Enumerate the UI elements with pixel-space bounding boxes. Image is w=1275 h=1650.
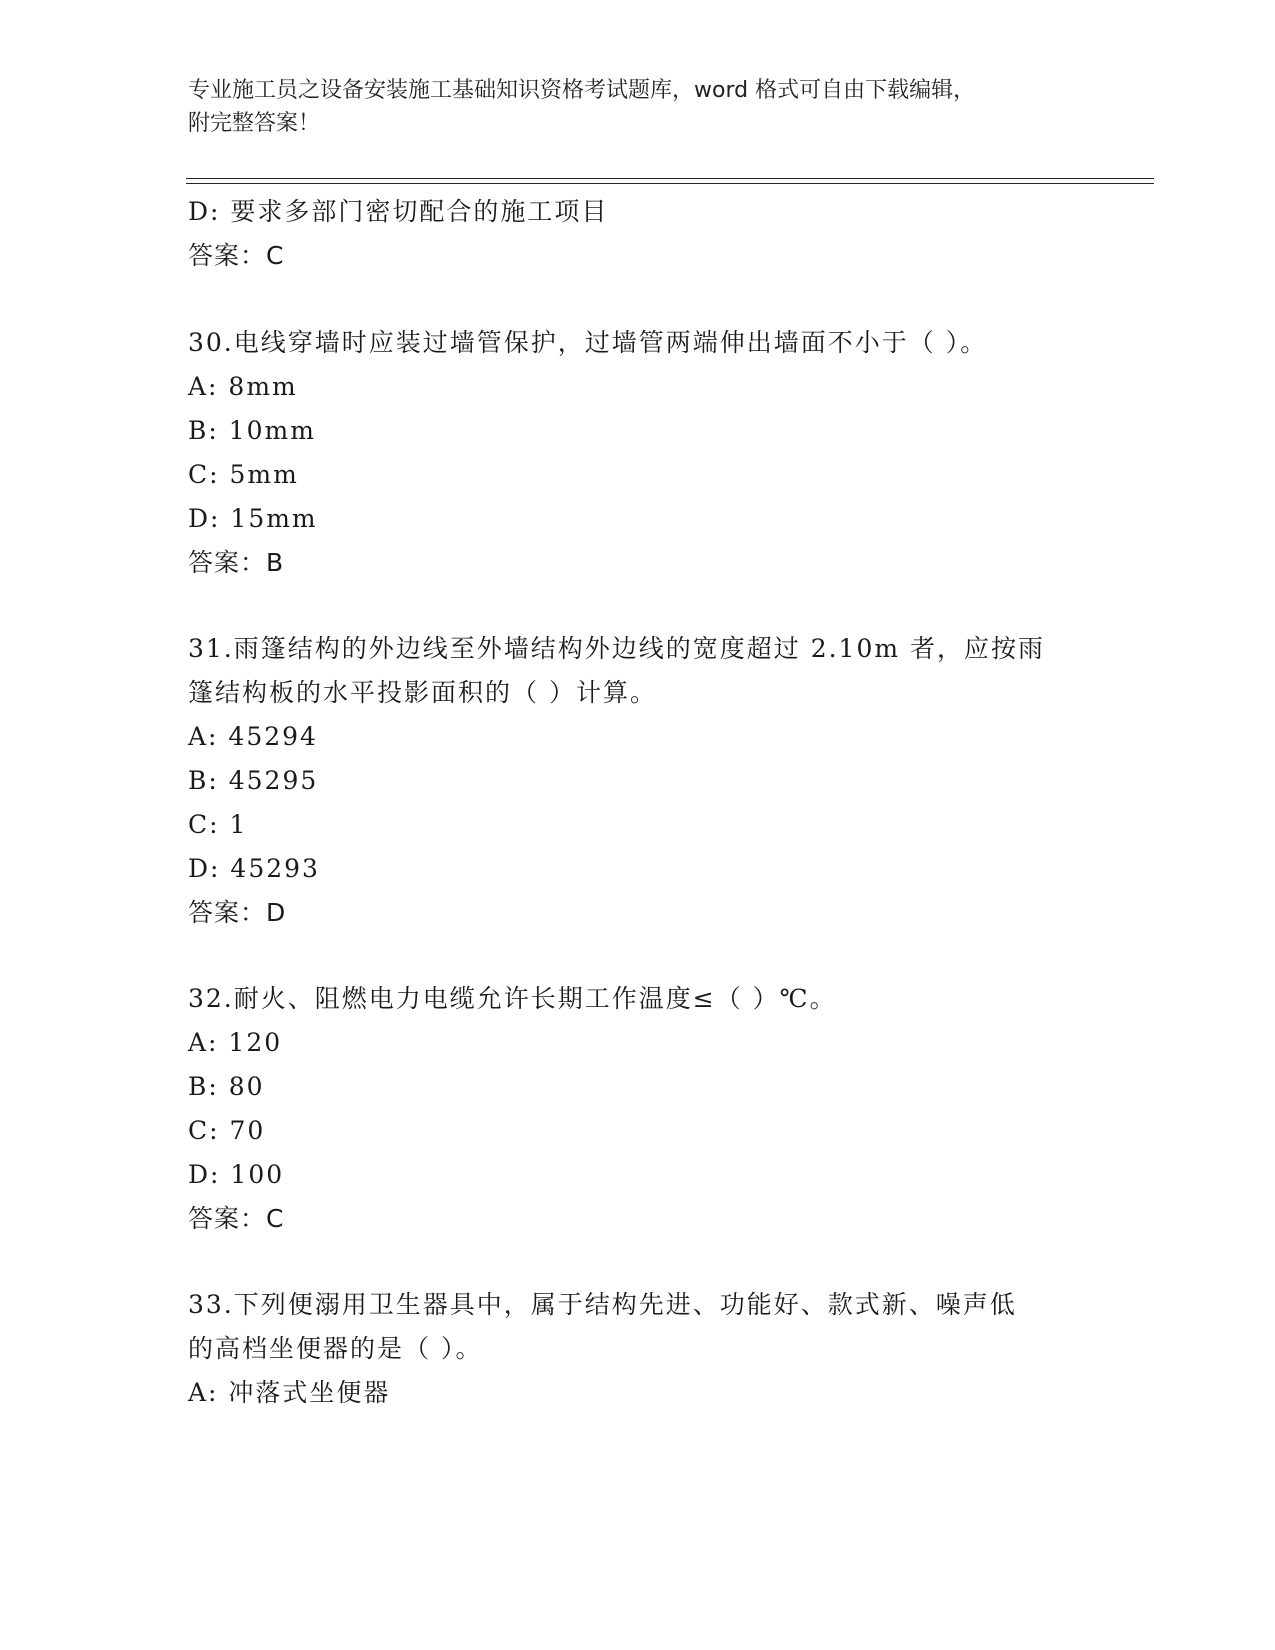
header-divider-bottom — [186, 183, 1154, 184]
q31-option-b: B: 45295 — [188, 766, 319, 795]
q33-option-a: A: 冲落式坐便器 — [188, 1378, 391, 1407]
q30-option-c: C: 5mm — [188, 460, 299, 489]
q32-option-a: A: 120 — [188, 1028, 283, 1057]
prev-answer: 答案：C — [188, 241, 285, 270]
q30-answer: 答案：B — [188, 548, 285, 577]
q30-option-d: D: 15mm — [188, 504, 318, 533]
q32-option-b: B: 80 — [188, 1072, 265, 1101]
q32-answer: 答案：C — [188, 1204, 285, 1233]
header-line-1: 专业施工员之设备安装施工基础知识资格考试题库，word 格式可自由下载编辑， — [188, 78, 976, 103]
prev-option-d: D: 要求多部门密切配合的施工项目 — [188, 197, 609, 226]
q31-option-d: D: 45293 — [188, 854, 320, 883]
q31-stem-line-2: 篷结构板的水平投影面积的（ ）计算。 — [188, 678, 657, 707]
q32-option-d: D: 100 — [188, 1160, 285, 1189]
q33-stem-line-1: 33.下列便溺用卫生器具中，属于结构先进、功能好、款式新、噪声低 — [188, 1290, 1017, 1319]
header-divider-top — [186, 178, 1154, 179]
q31-option-a: A: 45294 — [188, 722, 318, 751]
q30-option-b: B: 10mm — [188, 416, 316, 445]
q30-option-a: A: 8mm — [188, 372, 298, 401]
q32-option-c: C: 70 — [188, 1116, 266, 1145]
q31-answer: 答案：D — [188, 898, 287, 927]
q32-stem: 32.耐火、阻燃电力电缆允许长期工作温度≤（ ）℃。 — [188, 984, 837, 1013]
q31-option-c: C: 1 — [188, 810, 248, 839]
q33-stem-line-2: 的高档坐便器的是（ ）。 — [188, 1334, 483, 1363]
q30-stem: 30.电线穿墙时应装过墙管保护，过墙管两端伸出墙面不小于（ ）。 — [188, 328, 988, 357]
header-line-2: 附完整答案！ — [188, 111, 321, 136]
q31-stem-line-1: 31.雨篷结构的外边线至外墙结构外边线的宽度超过 2.10m 者，应按雨 — [188, 634, 1046, 663]
document-header — [188, 74, 1068, 140]
